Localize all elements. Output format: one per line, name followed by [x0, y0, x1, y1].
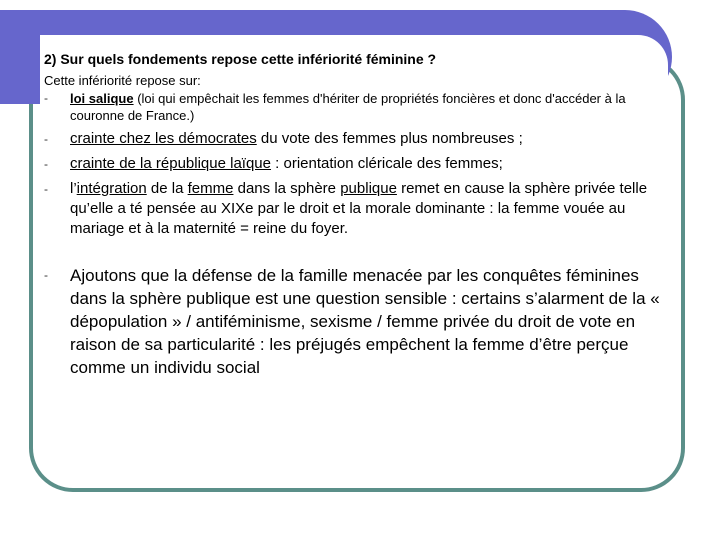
point-emphasis: loi salique: [70, 91, 134, 106]
point-term: publique: [340, 180, 397, 197]
point-text: : orientation cléricale des femmes;: [270, 155, 503, 172]
point-term: intégration: [76, 180, 147, 197]
bullet-dash: -: [44, 182, 48, 196]
point-text: (loi qui empêchait les femmes d'hériter de propriétés foncières et donc d'accéder à la couronne de France.): [70, 91, 626, 123]
list-item: [44, 264, 676, 379]
point-text: Ajoutons que la défense de la famille menacée par les conquêtes féminines dans la sphère publique est une question sensible : certains s’alarment de la « dépopulation » / antiféminisme, sexisme / femme privée du droit de vote en raison de sa particularité : les préjugés empêchent la femme d’être perçue comme un individu social: [70, 266, 660, 377]
point-emphasis: crainte chez les démocrates: [70, 130, 257, 147]
list-item: [44, 154, 676, 174]
slide-title: 2) Sur quels fondements repose cette infériorité féminine ?: [44, 51, 437, 67]
list-item: [44, 179, 676, 239]
bullet-dash: -: [44, 268, 48, 282]
point-prefix: l’: [70, 180, 77, 197]
point-text: du vote des femmes plus nombreuses ;: [256, 130, 523, 147]
list-item: [44, 129, 676, 149]
list-item: [44, 90, 676, 124]
point-term: femme: [187, 180, 234, 197]
point-text: remet en cause la sphère privée telle qu’elle a té pensée au XIXe par le droit et la morale dominante : la femme vouée au mariage et à la maternité = reine du foyer.: [70, 180, 648, 237]
intro-text: Cette infériorité repose sur:: [44, 73, 201, 88]
point-text: de la: [146, 180, 188, 197]
point-text: dans la sphère: [233, 180, 341, 197]
bullet-dash: -: [44, 157, 48, 171]
bullet-dash: -: [44, 132, 48, 146]
points-list: [44, 90, 676, 379]
point-emphasis: crainte de la république laïque: [70, 155, 271, 172]
bullet-dash: -: [44, 91, 48, 105]
